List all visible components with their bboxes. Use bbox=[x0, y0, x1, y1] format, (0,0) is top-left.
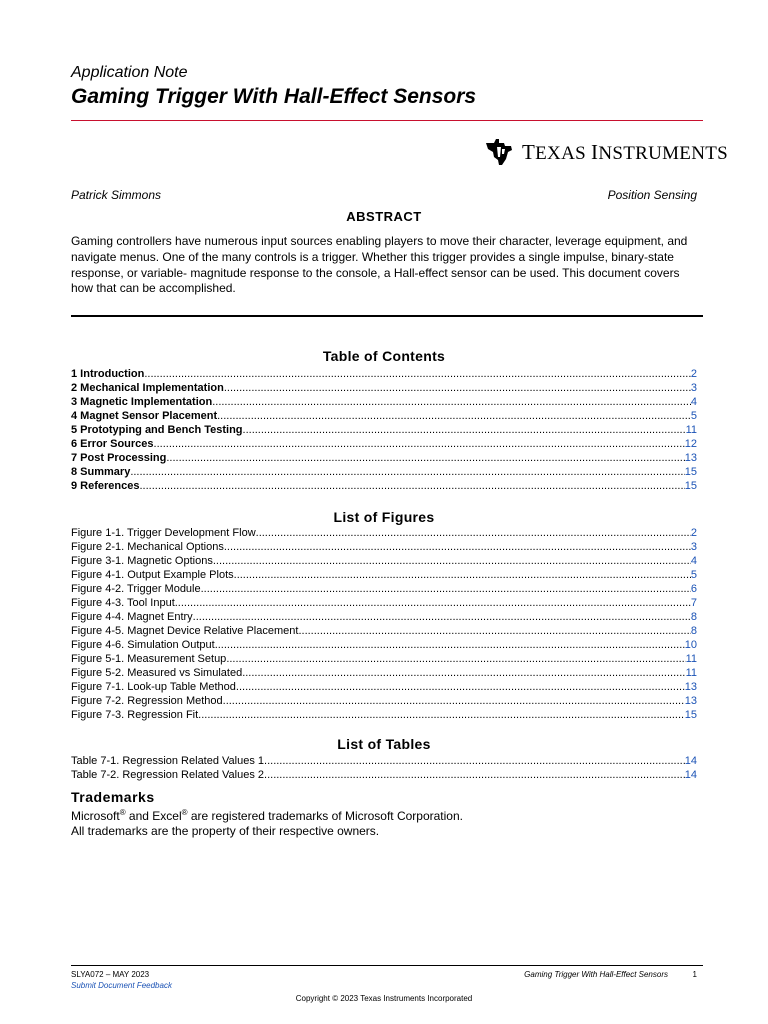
toc-leader-dots bbox=[140, 479, 685, 493]
toc-entry-label: Table 7-2. Regression Related Values 2 bbox=[71, 769, 265, 781]
document-title: Gaming Trigger With Hall-Effect Sensors bbox=[71, 85, 477, 108]
logo-text-exas: EXAS bbox=[535, 142, 586, 164]
toc-leader-dots bbox=[144, 367, 691, 381]
toc-entry[interactable] bbox=[71, 768, 697, 782]
toc-entry[interactable] bbox=[71, 479, 697, 493]
toc-entry-page-link[interactable]: 5 bbox=[690, 410, 697, 422]
microsoft-text: Microsoft bbox=[71, 809, 120, 823]
toc-entry[interactable] bbox=[71, 526, 697, 540]
toc-leader-dots bbox=[217, 409, 691, 423]
toc-entry-label: Figure 2-1. Mechanical Options bbox=[71, 541, 224, 553]
toc-entry[interactable] bbox=[71, 582, 697, 596]
toc-entry-page-link[interactable]: 13 bbox=[684, 695, 697, 707]
list-of-tables bbox=[71, 754, 697, 782]
toc-entry-page-link[interactable]: 3 bbox=[690, 382, 697, 394]
toc-entry-label: Figure 7-3. Regression Fit bbox=[71, 709, 199, 721]
toc-entry[interactable] bbox=[71, 638, 697, 652]
title-divider bbox=[71, 120, 703, 121]
toc-entry[interactable] bbox=[71, 540, 697, 554]
toc-leader-dots bbox=[198, 708, 685, 722]
toc-leader-dots bbox=[201, 582, 691, 596]
submit-feedback-link[interactable]: Submit Document Feedback bbox=[71, 981, 172, 990]
toc-entry-page-link[interactable]: 11 bbox=[685, 653, 697, 665]
toc-entry-page-link[interactable]: 10 bbox=[684, 639, 697, 651]
footer-document-id: SLYA072 – MAY 2023 bbox=[71, 970, 150, 979]
toc-entry-label: Figure 4-3. Tool Input bbox=[71, 597, 175, 609]
toc-entry-label: 5 Prototyping and Bench Testing bbox=[71, 424, 243, 436]
toc-entry[interactable] bbox=[71, 381, 697, 395]
toc-entry-label: 9 References bbox=[71, 480, 140, 492]
toc-entry-label: 6 Error Sources bbox=[71, 438, 154, 450]
toc-entry-page-link[interactable]: 15 bbox=[684, 709, 697, 721]
abstract-divider bbox=[71, 315, 703, 317]
logo-letter-i: I bbox=[591, 139, 599, 164]
document-type: Application Note bbox=[71, 64, 188, 81]
toc-leader-dots bbox=[154, 437, 685, 451]
toc-leader-dots bbox=[256, 526, 691, 540]
toc-leader-dots bbox=[215, 638, 685, 652]
toc-entry[interactable] bbox=[71, 624, 697, 638]
toc-entry-page-link[interactable]: 8 bbox=[690, 625, 697, 637]
toc-entry-label: Figure 4-2. Trigger Module bbox=[71, 583, 201, 595]
toc-entry-page-link[interactable]: 13 bbox=[684, 452, 697, 464]
toc-entry-label: Figure 1-1. Trigger Development Flow bbox=[71, 527, 256, 539]
toc-entry-label: Figure 4-6. Simulation Output bbox=[71, 639, 215, 651]
toc-entry-label: Figure 4-4. Magnet Entry bbox=[71, 611, 193, 623]
logo-text-nstruments: NSTRUMENTS bbox=[598, 142, 729, 164]
abstract-heading: ABSTRACT bbox=[346, 209, 422, 224]
toc-entry-page-link[interactable]: 14 bbox=[684, 755, 697, 767]
toc-entry-label: Figure 4-5. Magnet Device Relative Placement bbox=[71, 625, 299, 637]
list-of-figures-heading: List of Figures bbox=[333, 509, 435, 525]
toc-leader-dots bbox=[166, 451, 684, 465]
toc-entry[interactable] bbox=[71, 610, 697, 624]
abstract-text: Gaming controllers have numerous input sources enabling players to move their character, leverage equipment, and navigate menus. One of the many controls is a trigger. Whether this trigger provides a single impulse, binary-state response, or variable- magnitude response to the console, a Hall-effect sensor can be used. This document covers how that can be accomplished. bbox=[71, 234, 688, 296]
toc-entry-label: Figure 7-1. Look-up Table Method bbox=[71, 681, 236, 693]
texas-instruments-logo bbox=[484, 136, 728, 168]
toc-leader-dots bbox=[175, 596, 691, 610]
toc-entry-page-link[interactable]: 7 bbox=[690, 597, 697, 609]
toc-entry-label: Figure 4-1. Output Example Plots bbox=[71, 569, 234, 581]
toc-entry[interactable] bbox=[71, 680, 697, 694]
toc-leader-dots bbox=[226, 652, 685, 666]
toc-entry-label: 8 Summary bbox=[71, 466, 131, 478]
trademarks-heading: Trademarks bbox=[71, 789, 155, 805]
toc-heading: Table of Contents bbox=[322, 348, 446, 364]
toc-entry[interactable] bbox=[71, 451, 697, 465]
logo-wordmark bbox=[522, 140, 728, 165]
toc-entry-label: Figure 5-1. Measurement Setup bbox=[71, 653, 227, 665]
toc-entry-page-link[interactable]: 5 bbox=[690, 569, 697, 581]
registered-mark-2: ® bbox=[181, 808, 188, 817]
toc-entry-label: Figure 5-2. Measured vs Simulated bbox=[71, 667, 243, 679]
toc-leader-dots bbox=[223, 694, 685, 708]
list-of-tables-heading: List of Tables bbox=[337, 736, 431, 752]
toc-entry[interactable] bbox=[71, 708, 697, 722]
texas-instruments-logo-icon bbox=[484, 137, 514, 167]
toc-leader-dots bbox=[264, 754, 685, 768]
toc-entry-page-link[interactable]: 4 bbox=[690, 396, 697, 408]
toc-entry-label: Figure 3-1. Magnetic Options bbox=[71, 555, 213, 567]
footer-title: Gaming Trigger With Hall-Effect Sensors bbox=[524, 970, 668, 979]
toc-entry[interactable] bbox=[71, 596, 697, 610]
toc-entry-page-link[interactable]: 15 bbox=[684, 480, 697, 492]
toc-entry-label: 1 Introduction bbox=[71, 368, 145, 380]
toc-entry-label: 7 Post Processing bbox=[71, 452, 167, 464]
toc-entry[interactable] bbox=[71, 423, 697, 437]
author-name: Patrick Simmons bbox=[71, 188, 162, 202]
document-category: Position Sensing bbox=[607, 188, 697, 202]
registered-mark-1: ® bbox=[119, 808, 126, 817]
toc-leader-dots bbox=[264, 768, 685, 782]
toc-entry[interactable] bbox=[71, 395, 697, 409]
excel-text: and Excel bbox=[125, 809, 182, 823]
toc-entry-page-link[interactable]: 14 bbox=[684, 769, 697, 781]
toc-leader-dots bbox=[242, 666, 685, 680]
toc-leader-dots bbox=[243, 423, 686, 437]
toc-entry-page-link[interactable]: 2 bbox=[690, 368, 697, 380]
toc-entry-page-link[interactable]: 3 bbox=[690, 541, 697, 553]
list-of-figures bbox=[71, 526, 697, 722]
toc-leader-dots bbox=[213, 554, 691, 568]
footer-divider bbox=[71, 965, 703, 966]
toc-entry-page-link[interactable]: 13 bbox=[684, 681, 697, 693]
toc-entry[interactable] bbox=[71, 568, 697, 582]
toc-leader-dots bbox=[298, 624, 690, 638]
toc-entry-page-link[interactable]: 11 bbox=[685, 667, 697, 679]
toc-entry[interactable] bbox=[71, 367, 697, 381]
toc-entry[interactable] bbox=[71, 554, 697, 568]
toc-leader-dots bbox=[212, 395, 691, 409]
toc-entry-label: 4 Magnet Sensor Placement bbox=[71, 410, 218, 422]
toc-entry-page-link[interactable]: 4 bbox=[690, 555, 697, 567]
toc-entry[interactable] bbox=[71, 465, 697, 479]
toc-leader-dots bbox=[193, 610, 691, 624]
toc-entry-page-link[interactable]: 6 bbox=[690, 583, 697, 595]
toc-entry[interactable] bbox=[71, 409, 697, 423]
toc-entry[interactable] bbox=[71, 666, 697, 680]
trademark-owner-text: are registered trademarks of Microsoft Corporation. bbox=[187, 809, 463, 823]
toc-entry[interactable] bbox=[71, 694, 697, 708]
toc-entry-label: 2 Mechanical Implementation bbox=[71, 382, 224, 394]
toc-leader-dots bbox=[130, 465, 684, 479]
toc-list bbox=[71, 367, 697, 493]
trademarks-statement bbox=[71, 808, 463, 823]
toc-entry-label: Figure 7-2. Regression Method bbox=[71, 695, 223, 707]
footer-page-number: 1 bbox=[692, 970, 697, 979]
toc-entry[interactable] bbox=[71, 652, 697, 666]
trademarks-general-statement: All trademarks are the property of their respective owners. bbox=[71, 824, 380, 838]
toc-leader-dots bbox=[234, 568, 691, 582]
toc-entry-page-link[interactable]: 12 bbox=[684, 438, 697, 450]
toc-leader-dots bbox=[224, 540, 691, 554]
toc-entry-page-link[interactable]: 8 bbox=[690, 611, 697, 623]
toc-entry-page-link[interactable]: 2 bbox=[690, 527, 697, 539]
toc-entry-page-link[interactable]: 11 bbox=[685, 424, 697, 436]
toc-leader-dots bbox=[224, 381, 691, 395]
toc-entry[interactable] bbox=[71, 754, 697, 768]
toc-entry-label: Table 7-1. Regression Related Values 1 bbox=[71, 755, 265, 767]
toc-leader-dots bbox=[236, 680, 685, 694]
toc-entry-label: 3 Magnetic Implementation bbox=[71, 396, 213, 408]
logo-letter-t: T bbox=[522, 139, 536, 164]
toc-entry[interactable] bbox=[71, 437, 697, 451]
toc-entry-page-link[interactable]: 15 bbox=[684, 466, 697, 478]
footer-copyright: Copyright © 2023 Texas Instruments Incorporated bbox=[295, 994, 473, 1003]
